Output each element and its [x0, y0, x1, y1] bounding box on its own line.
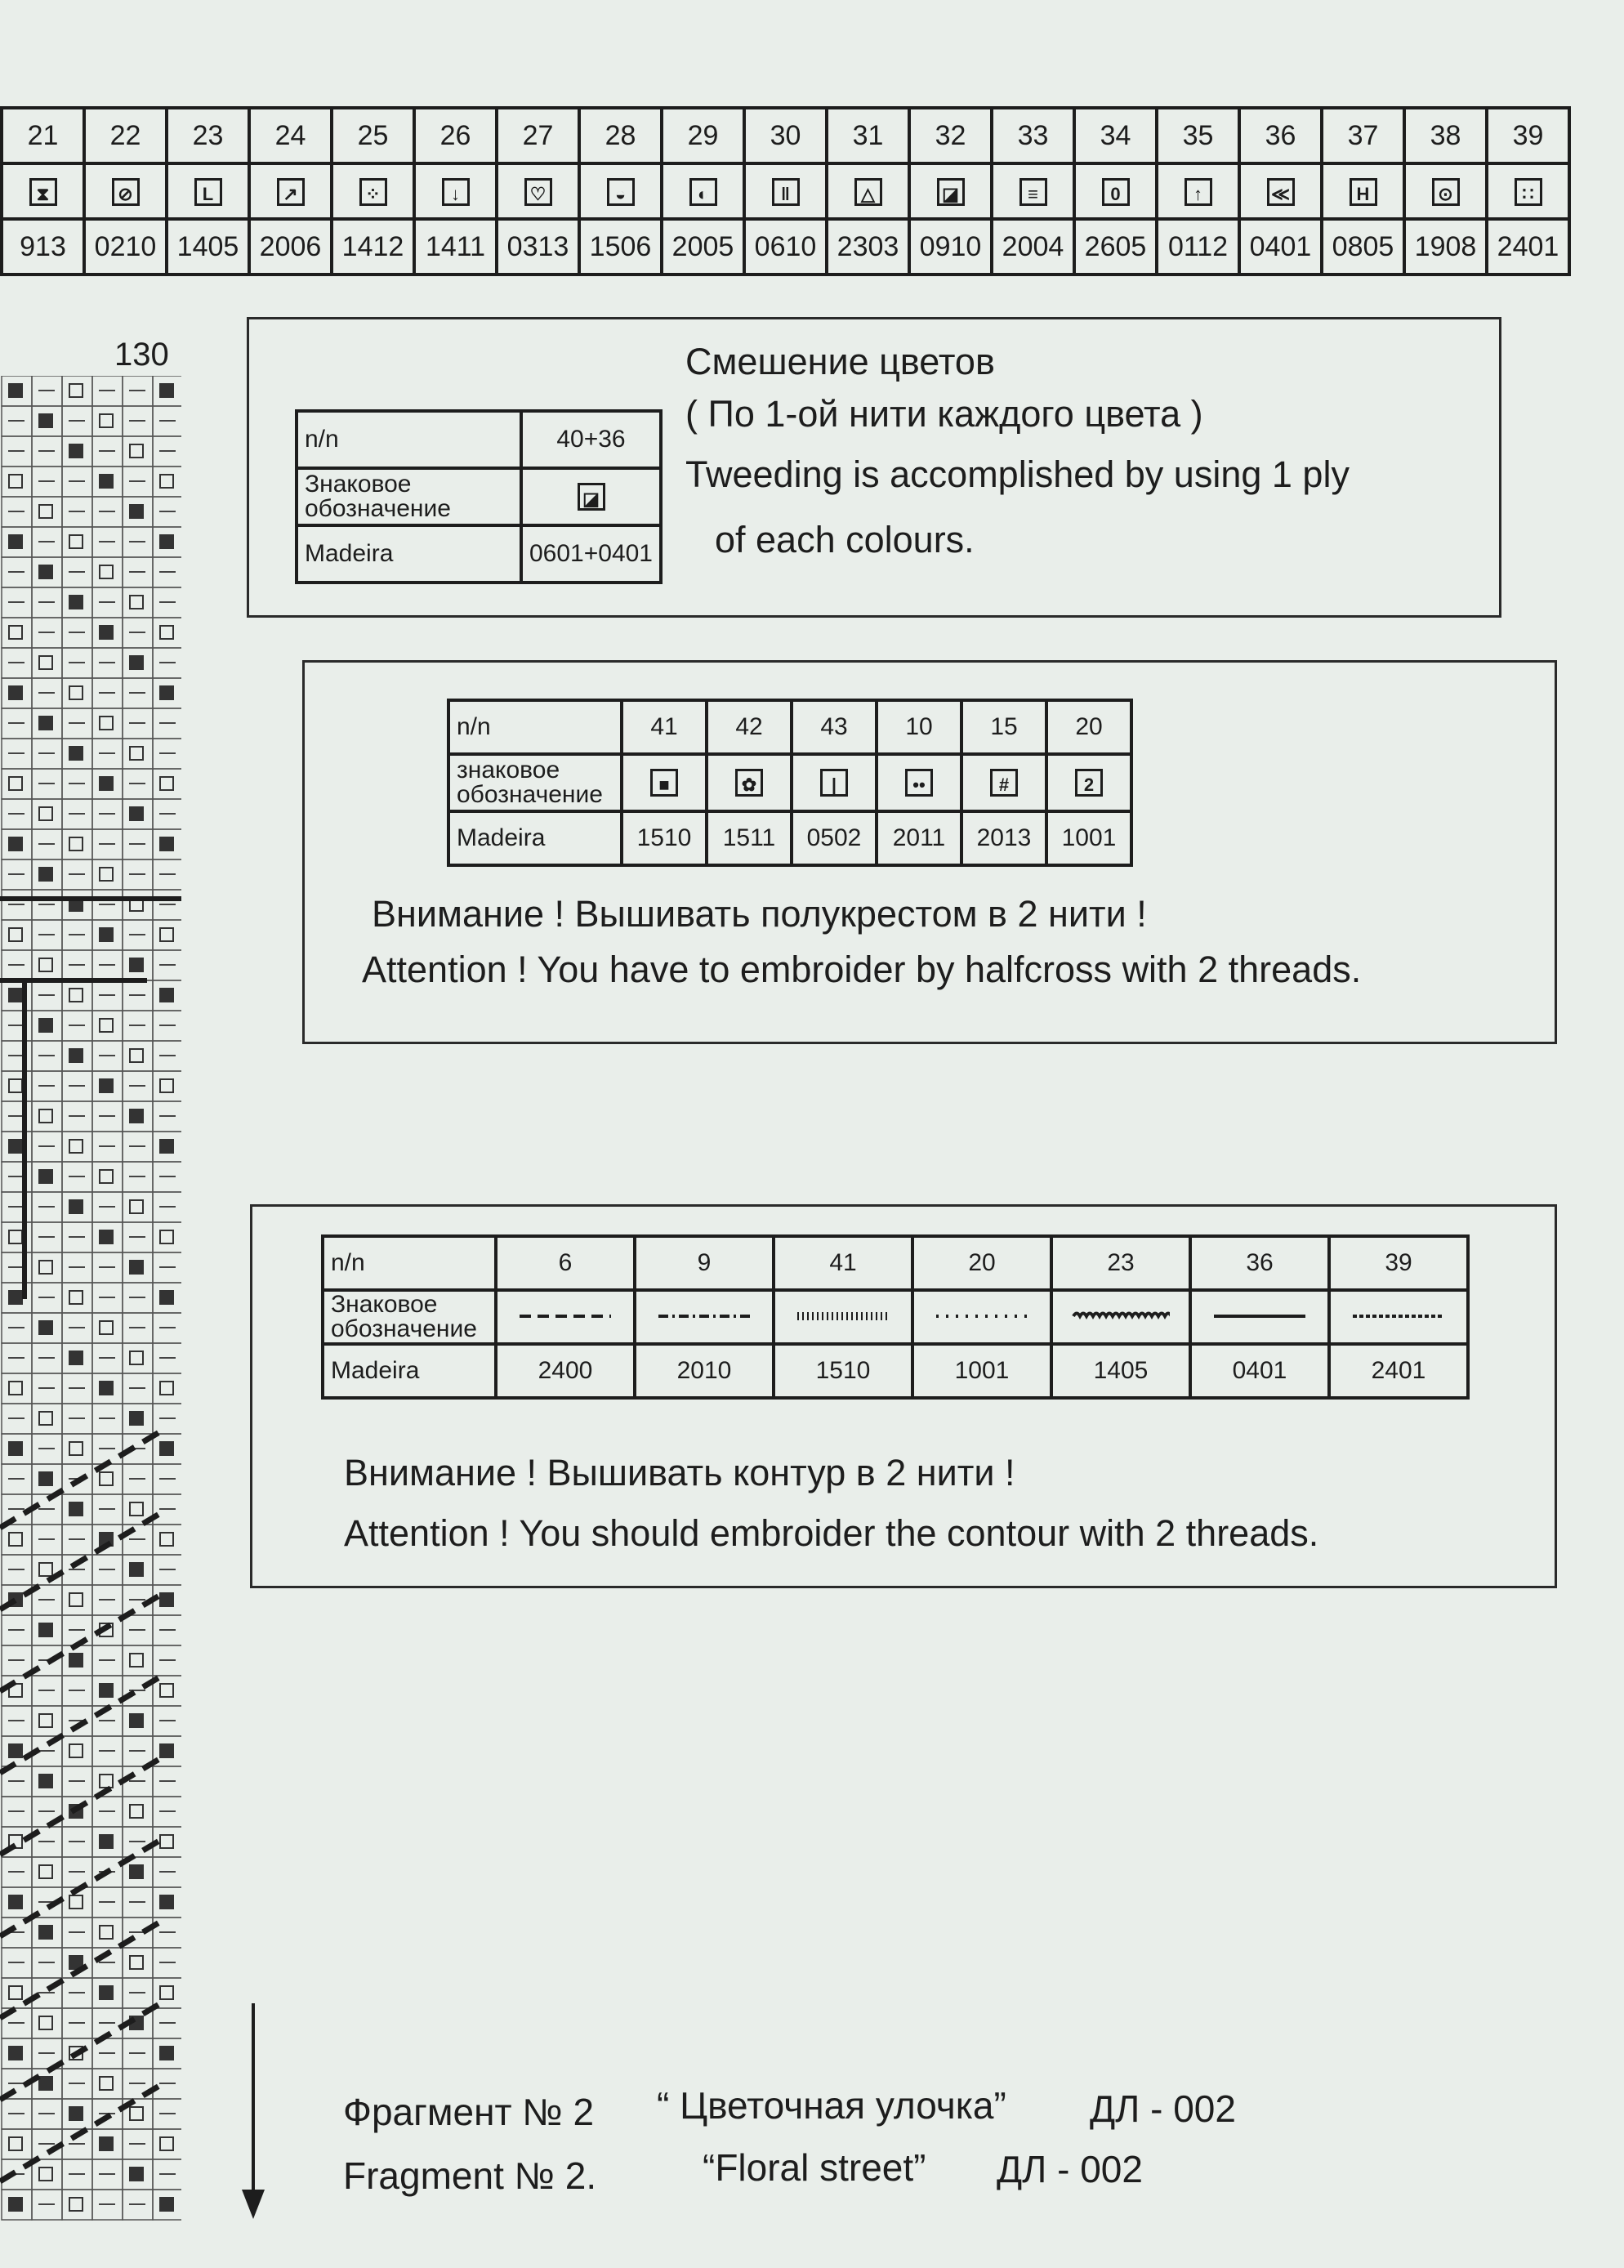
- halfcross-symbol-cell: [877, 754, 961, 811]
- contour-number-row: [323, 1236, 1468, 1290]
- legend-symbol-row: [2, 163, 1569, 219]
- footer-en-prefix: Fragment № 2.: [343, 2154, 597, 2197]
- legend-symbol-cell: [662, 163, 744, 219]
- legend-code: 2605: [1074, 219, 1157, 275]
- halfcross-code-row: [448, 811, 1131, 865]
- down-arrow-icon: [252, 2003, 255, 2208]
- halfcross-label-madeira: Madeira: [448, 811, 622, 865]
- halfcross-symbol-cell: [622, 754, 707, 811]
- legend-symbol-cell: [1322, 163, 1404, 219]
- legend-symbol-cell: [497, 163, 579, 219]
- contour-panel: [250, 1204, 1557, 1588]
- contour-line-dashed-icon: [516, 1308, 614, 1324]
- chart-grid: [2, 376, 181, 2220]
- halfcross-note-ru: Внимание ! Вышивать полукрестом в 2 нити !: [372, 893, 1147, 935]
- legend-symbol-cell: [1074, 163, 1157, 219]
- legend-symbol-cell: [579, 163, 662, 219]
- legend-code: 0401: [1239, 219, 1322, 275]
- legend-number: 39: [1487, 108, 1569, 163]
- contour-number: 41: [774, 1236, 912, 1290]
- halfcross-number: 43: [792, 700, 877, 754]
- legend-symbol-icon: △: [854, 178, 882, 206]
- legend-symbol-cell: [744, 163, 827, 219]
- legend-symbol-cell: [909, 163, 992, 219]
- legend-code: 1405: [167, 219, 249, 275]
- legend-number: 24: [249, 108, 332, 163]
- contour-line-cell: [774, 1290, 912, 1344]
- halfcross-code: 0502: [792, 811, 877, 865]
- legend-code: 2005: [662, 219, 744, 275]
- legend-number-row: [2, 108, 1569, 163]
- contour-line-dashdot-icon: [655, 1308, 753, 1324]
- legend-code: 0210: [84, 219, 167, 275]
- tweed-label-nn: n/n: [297, 411, 521, 468]
- contour-line-finedash-icon: [1350, 1308, 1448, 1324]
- tweed-number: 40+36: [521, 411, 661, 468]
- legend-code: 0112: [1157, 219, 1239, 275]
- halfcross-symbol-icon: 2: [1075, 769, 1103, 797]
- legend-number: 33: [992, 108, 1074, 163]
- tweed-label-madeira: Madeira: [297, 525, 521, 583]
- legend-symbol-cell: [332, 163, 414, 219]
- legend-code: 913: [2, 219, 84, 275]
- legend-symbol-cell: [1404, 163, 1487, 219]
- halfcross-code: 2011: [877, 811, 961, 865]
- contour-table: [321, 1234, 1470, 1400]
- chart-fragment: [0, 376, 181, 2222]
- legend-number: 29: [662, 108, 744, 163]
- halfcross-label-symbol: знаковое обозначение: [448, 754, 622, 811]
- legend-code: 0610: [744, 219, 827, 275]
- contour-line-row: [323, 1290, 1468, 1344]
- contour-code: 1001: [912, 1344, 1051, 1398]
- contour-line-solid-icon: [1211, 1308, 1309, 1324]
- tweed-symbol-icon: ◪: [578, 483, 605, 511]
- chart-contour-stitch: [0, 1593, 163, 1691]
- legend-number: 25: [332, 108, 414, 163]
- halfcross-note-en: Attention ! You have to embroider by halfcross with 2 threads.: [362, 949, 1362, 990]
- halfcross-symbol-icon: ■: [650, 769, 678, 797]
- halfcross-symbol-icon: ••: [905, 769, 933, 797]
- halfcross-panel: [302, 660, 1557, 1044]
- legend-symbol-icon: ≪: [1267, 178, 1295, 206]
- contour-number: 6: [496, 1236, 635, 1290]
- legend-code: 1506: [579, 219, 662, 275]
- legend-code: 0805: [1322, 219, 1404, 275]
- contour-number: 23: [1051, 1236, 1190, 1290]
- halfcross-number: 41: [622, 700, 707, 754]
- halfcross-symbol-cell: [792, 754, 877, 811]
- contour-code: 2400: [496, 1344, 635, 1398]
- legend-symbol-icon: ↑: [1185, 178, 1212, 206]
- contour-code: 2010: [635, 1344, 774, 1398]
- legend-number: 21: [2, 108, 84, 163]
- legend-symbol-cell: [249, 163, 332, 219]
- contour-line-cell: [912, 1290, 1051, 1344]
- legend-symbol-icon: H: [1350, 178, 1377, 206]
- halfcross-code: 1001: [1046, 811, 1131, 865]
- legend-number: 37: [1322, 108, 1404, 163]
- legend-symbol-cell: [2, 163, 84, 219]
- halfcross-number-row: [448, 700, 1131, 754]
- legend-code: 0910: [909, 219, 992, 275]
- tweed-subtitle: ( По 1-ой нити каждого цвета ): [685, 393, 1203, 435]
- legend-symbol-cell: [1487, 163, 1569, 219]
- legend-symbol-cell: [167, 163, 249, 219]
- footer-ru-title: “ Цветочная улочка”: [657, 2084, 1006, 2127]
- legend-number: 23: [167, 108, 249, 163]
- legend-symbol-icon: ↓: [442, 178, 470, 206]
- halfcross-number: 15: [961, 700, 1046, 754]
- contour-code: 1405: [1051, 1344, 1190, 1398]
- contour-code: 2401: [1329, 1344, 1468, 1398]
- contour-line-cell: [1051, 1290, 1190, 1344]
- legend-number: 28: [579, 108, 662, 163]
- halfcross-symbol-row: [448, 754, 1131, 811]
- legend-symbol-icon: 0: [1102, 178, 1130, 206]
- legend-number: 30: [744, 108, 827, 163]
- legend-symbol-icon: ⧗: [29, 178, 57, 206]
- contour-code-row: [323, 1344, 1468, 1398]
- contour-line-cell: [635, 1290, 774, 1344]
- contour-label-madeira: Madeira: [323, 1344, 496, 1398]
- arrow-head-icon: [242, 2190, 265, 2219]
- contour-note-ru: Внимание ! Вышивать контур в 2 нити !: [344, 1452, 1015, 1493]
- legend-symbol-icon: ↗: [277, 178, 305, 206]
- footer-ru-code: ДЛ - 002: [1090, 2087, 1236, 2130]
- legend-number: 26: [414, 108, 497, 163]
- contour-code: 0401: [1190, 1344, 1329, 1398]
- contour-label-symbol: Знаковое обозначение: [323, 1290, 496, 1344]
- legend-code: 1411: [414, 219, 497, 275]
- contour-number: 20: [912, 1236, 1051, 1290]
- legend-code: 1908: [1404, 219, 1487, 275]
- footer-ru-prefix: Фрагмент № 2: [343, 2091, 595, 2133]
- footer-en-code: ДЛ - 002: [997, 2148, 1143, 2190]
- contour-number: 39: [1329, 1236, 1468, 1290]
- legend-number: 32: [909, 108, 992, 163]
- contour-number: 36: [1190, 1236, 1329, 1290]
- tweed-label-symbol: Знаковое обозначение: [297, 468, 521, 525]
- contour-note-en: Attention ! You should embroider the contour with 2 threads.: [344, 1512, 1319, 1554]
- contour-line-wavy-icon: [1072, 1308, 1170, 1324]
- contour-line-cell: [1329, 1290, 1468, 1344]
- legend-symbol-cell: [414, 163, 497, 219]
- footer-en-title: “Floral street”: [703, 2146, 926, 2189]
- tweed-panel: [247, 317, 1501, 618]
- contour-line-cell: [1190, 1290, 1329, 1344]
- halfcross-symbol-cell: [961, 754, 1046, 811]
- contour-line-dotted-icon: [933, 1308, 1031, 1324]
- legend-symbol-icon: ⊙: [1432, 178, 1460, 206]
- contour-label-nn: n/n: [323, 1236, 496, 1290]
- halfcross-code: 1510: [622, 811, 707, 865]
- legend-symbol-icon: ∷: [1515, 178, 1542, 206]
- legend-number: 31: [827, 108, 909, 163]
- halfcross-symbol-icon: ✿: [735, 769, 763, 797]
- chart-column-number: 130: [114, 337, 169, 373]
- halfcross-number: 42: [707, 700, 792, 754]
- legend-symbol-icon: ◐: [689, 178, 717, 206]
- legend-code: 2401: [1487, 219, 1569, 275]
- halfcross-code: 2013: [961, 811, 1046, 865]
- legend-number: 22: [84, 108, 167, 163]
- legend-code: 2006: [249, 219, 332, 275]
- legend-number: 35: [1157, 108, 1239, 163]
- tweed-title: Смешение цветов: [685, 341, 995, 382]
- legend-number: 34: [1074, 108, 1157, 163]
- legend-number: 27: [497, 108, 579, 163]
- legend-symbol-icon: ‖: [772, 178, 800, 206]
- contour-line-hatched-icon: [794, 1308, 892, 1324]
- legend-code: 1412: [332, 219, 414, 275]
- contour-number: 9: [635, 1236, 774, 1290]
- legend-code-row: [2, 219, 1569, 275]
- legend-symbol-cell: [992, 163, 1074, 219]
- legend-symbol-icon: ⊘: [112, 178, 140, 206]
- legend-code: 2303: [827, 219, 909, 275]
- legend-symbol-icon: ◪: [937, 178, 965, 206]
- legend-symbol-icon: L: [194, 178, 222, 206]
- legend-code: 0313: [497, 219, 579, 275]
- legend-number: 36: [1239, 108, 1322, 163]
- top-legend-table: [0, 106, 1571, 276]
- halfcross-symbol-icon: |: [820, 769, 848, 797]
- contour-code: 1510: [774, 1344, 912, 1398]
- tweed-table: [295, 409, 663, 584]
- tweed-text-en-2: of each colours.: [715, 519, 975, 560]
- halfcross-number: 20: [1046, 700, 1131, 754]
- legend-symbol-icon: ◒: [607, 178, 635, 206]
- legend-symbol-icon: ♡: [524, 178, 552, 206]
- legend-symbol-cell: [1239, 163, 1322, 219]
- halfcross-code: 1511: [707, 811, 792, 865]
- halfcross-symbol-cell: [1046, 754, 1131, 811]
- legend-symbol-cell: [1157, 163, 1239, 219]
- tweed-code: 0601+0401: [521, 525, 661, 583]
- legend-code: 2004: [992, 219, 1074, 275]
- halfcross-symbol-icon: #: [990, 769, 1018, 797]
- halfcross-table: [447, 699, 1133, 867]
- halfcross-label-nn: n/n: [448, 700, 622, 754]
- legend-symbol-cell: [827, 163, 909, 219]
- legend-symbol-icon: ≡: [1019, 178, 1047, 206]
- contour-line-cell: [496, 1290, 635, 1344]
- legend-number: 38: [1404, 108, 1487, 163]
- halfcross-symbol-cell: [707, 754, 792, 811]
- legend-symbol-icon: ⁘: [359, 178, 387, 206]
- halfcross-number: 10: [877, 700, 961, 754]
- tweed-text-en-1: Tweeding is accomplished by using 1 ply: [685, 453, 1350, 495]
- legend-symbol-cell: [84, 163, 167, 219]
